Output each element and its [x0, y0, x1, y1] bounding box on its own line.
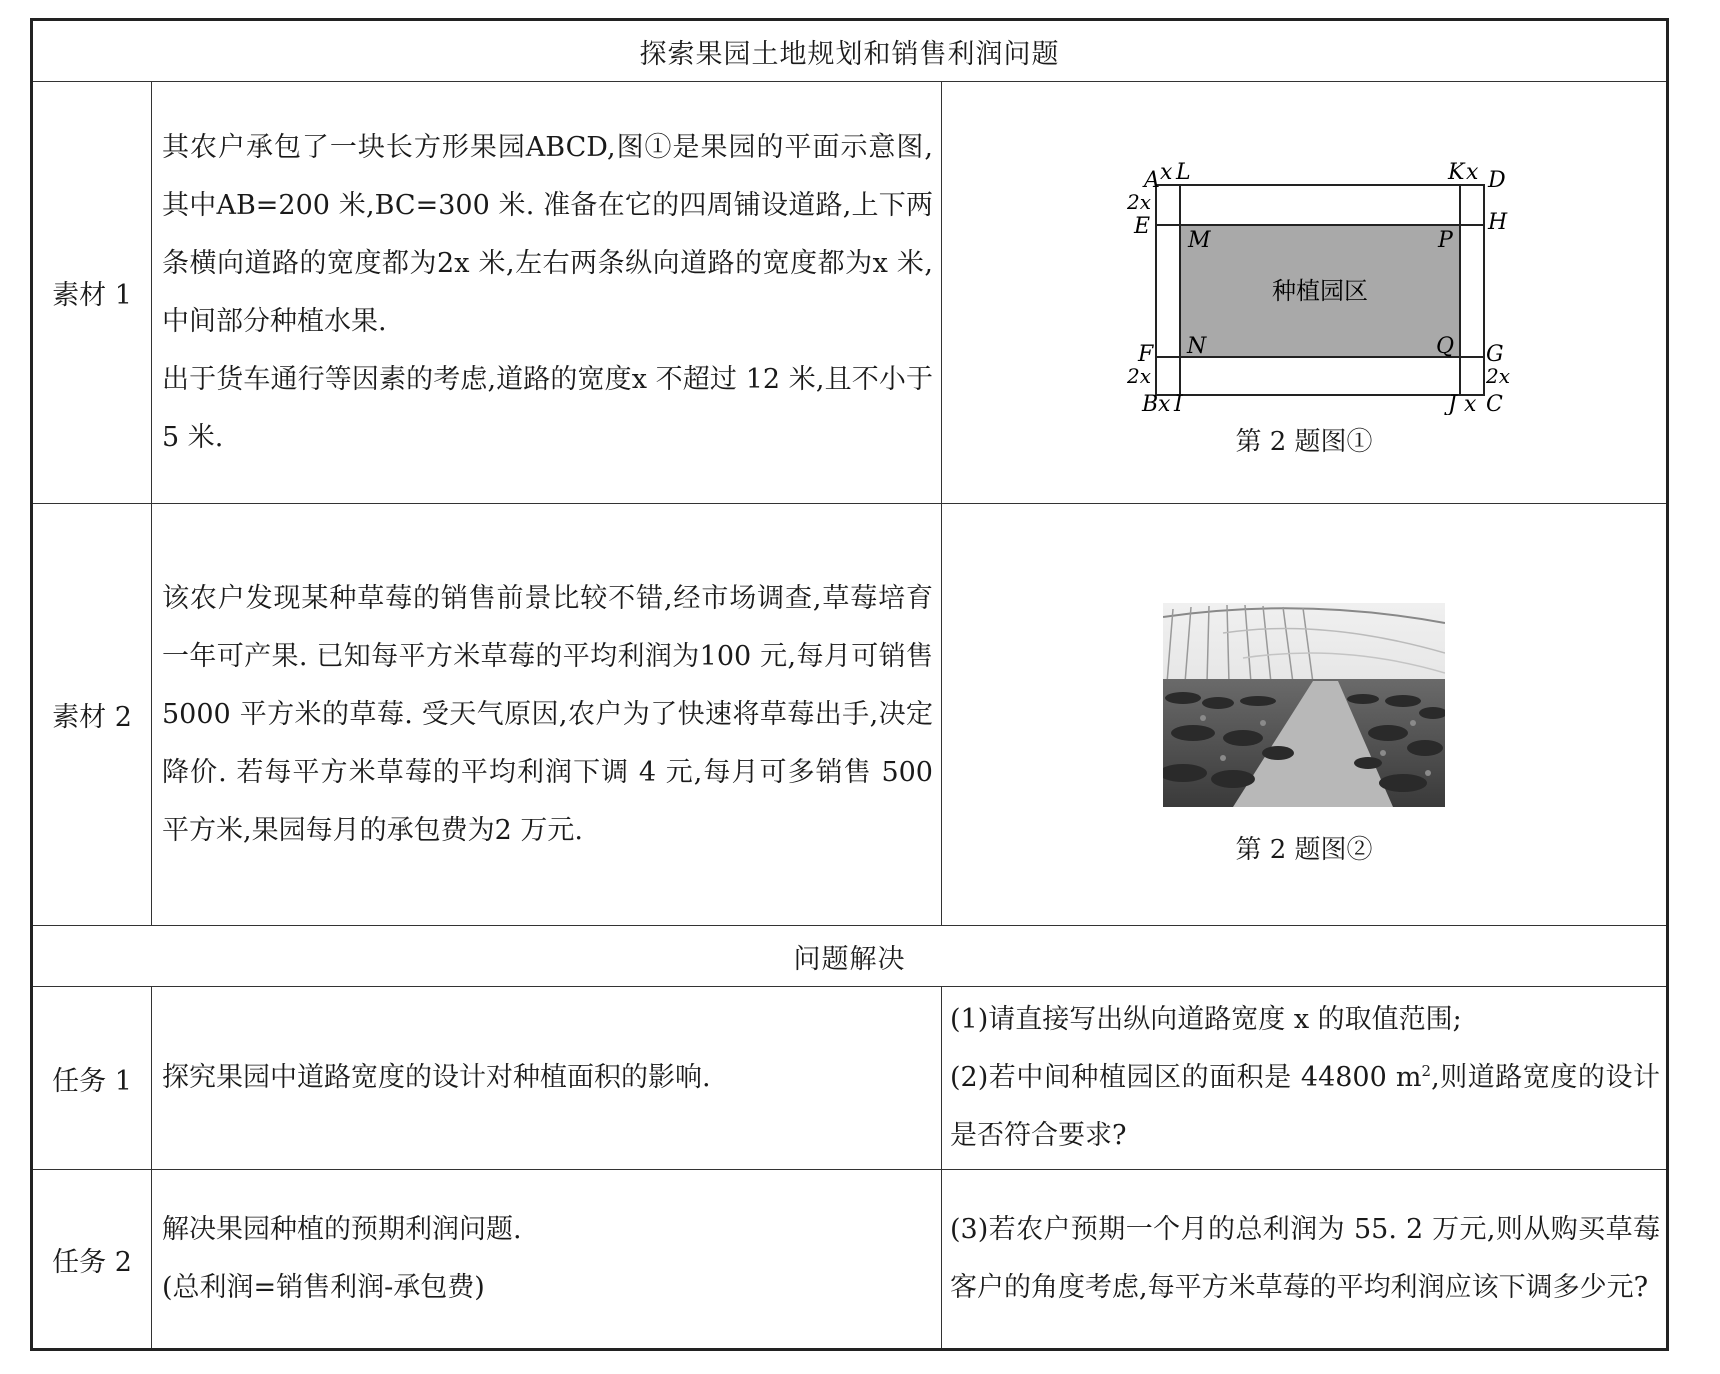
task1-question-2-pre: (2)若中间种植园区的面积是 44800 m: [950, 1062, 1422, 1093]
label-x-top-left: x: [1160, 160, 1173, 185]
task1-label: 任务 1: [32, 987, 152, 1170]
figure2-caption: 第 2 题图②: [1235, 835, 1373, 865]
label-2x-top: 2x: [1127, 190, 1152, 214]
label-x-bottom-left: x: [1158, 392, 1171, 415]
label-x-bottom-right: x: [1464, 392, 1477, 415]
label-P: P: [1438, 228, 1453, 253]
task2-question-3: (3)若农户预期一个月的总利润为 55. 2 万元,则从购买草莓客户的角度考虑,每平方米草莓的平均利润应该下调多少元?: [942, 1170, 1668, 1350]
label-J: J: [1448, 392, 1457, 415]
label-x-top-right: x: [1466, 160, 1479, 185]
task1-row: [32, 987, 1668, 1170]
figure1-caption: 第 2 题图①: [1235, 427, 1373, 457]
label-L: L: [1176, 160, 1191, 185]
figure1-cell: [942, 82, 1668, 504]
material1-row: [32, 82, 1668, 504]
title-row: [32, 20, 1668, 82]
task1-questions: [942, 987, 1668, 1170]
material1-paragraph-2: 出于货车通行等因素的考虑,道路的宽度x 不超过 12 米,且不小于 5 米.: [162, 363, 933, 453]
material2-label: 素材 2: [32, 504, 152, 926]
label-H: H: [1488, 210, 1508, 235]
label-B: B: [1142, 392, 1159, 415]
label-A: A: [1144, 168, 1160, 193]
label-N: N: [1187, 334, 1207, 359]
task2-description-line-2: (总利润=销售利润-承包费): [162, 1272, 485, 1303]
material2-row: [32, 504, 1668, 926]
figure2-cell: [942, 504, 1668, 926]
task2-label: 任务 2: [32, 1170, 152, 1350]
planting-area-label: 种植园区: [1272, 277, 1368, 305]
task2-description: [152, 1170, 942, 1350]
label-D: D: [1488, 168, 1506, 193]
problem-table: [30, 18, 1669, 1351]
label-2x-bottom-right: 2x: [1486, 364, 1511, 388]
greenhouse-photo: [1163, 603, 1445, 807]
material1-paragraph-1: 其农户承包了一块长方形果园ABCD,图①是果园的平面示意图,其中AB=200 米,BC=300 米. 准备在它的四周铺设道路,上下两条横向道路的宽度都为2x 米,左右两条纵向道路的宽度都为x 米,中间部分种植水果.: [162, 131, 933, 337]
worksheet: [30, 18, 1666, 1344]
section-title: 问题解决: [32, 926, 1668, 987]
task1-question-2: [950, 1049, 1660, 1165]
orchard-plan-diagram: [1094, 145, 1514, 415]
label-E: E: [1134, 214, 1151, 239]
task2-row: [32, 1170, 1668, 1350]
task1-question-2-sup: 2: [1421, 1062, 1432, 1080]
task1-description: 探究果园中道路宽度的设计对种植面积的影响.: [152, 987, 942, 1170]
label-M: M: [1188, 228, 1211, 253]
task1-question-1: (1)请直接写出纵向道路宽度 x 的取值范围;: [950, 1004, 1462, 1035]
label-C: C: [1486, 392, 1503, 415]
section-row: [32, 926, 1668, 987]
material2-text: 该农户发现某种草莓的销售前景比较不错,经市场调查,草莓培育一年可产果. 已知每平方米草莓的平均利润为100 元,每月可销售 5000 平方米的草莓. 受天气原因,农户为了快速将草莓出手,决定降价. 若每平方米草莓的平均利润下调 4 元,每月可多销售 500 平方米,果园每月的承包费为2 万元.: [152, 504, 942, 926]
task1-question-2-post: ,则道路宽度的设计是否符合要求?: [950, 1062, 1660, 1151]
task2-description-line-1: 解决果园种植的预期利润问题.: [162, 1214, 522, 1245]
label-2x-bottom-left: 2x: [1127, 364, 1152, 388]
page-title: 探索果园土地规划和销售利润问题: [32, 20, 1668, 82]
label-K: K: [1448, 160, 1465, 185]
label-I: I: [1174, 392, 1183, 415]
material1-label: 素材 1: [32, 82, 152, 504]
label-F: F: [1138, 342, 1154, 367]
label-Q: Q: [1436, 334, 1455, 359]
label-G: G: [1486, 342, 1504, 367]
material1-text: [152, 82, 942, 504]
